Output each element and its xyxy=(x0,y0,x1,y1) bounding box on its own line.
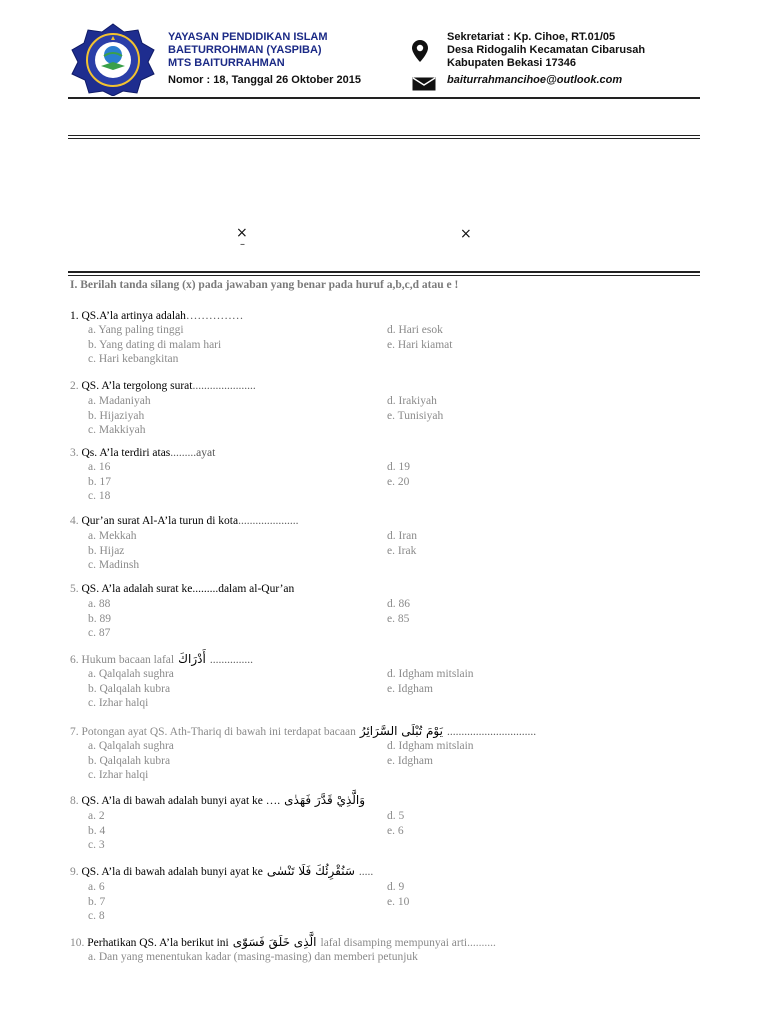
question-suffix: …………… xyxy=(185,310,244,322)
option-right[interactable]: d. Iran xyxy=(387,530,418,542)
option-left[interactable]: b. 89 xyxy=(88,612,111,625)
question-number: 2. xyxy=(70,380,82,392)
option-left[interactable]: b. Hijaz xyxy=(88,544,125,557)
question-suffix: ..................... xyxy=(238,515,299,527)
option-left[interactable]: b. Hijaziyah xyxy=(88,409,145,422)
dash-mark: – xyxy=(240,239,245,250)
question-suffix: .........ayat xyxy=(170,447,216,459)
decree-number: Nomor : 18, Tanggal 26 Oktober 2015 xyxy=(168,74,361,86)
arabic-verse: سَنُقْرِئُكَ فَلَا تَنْسٰى xyxy=(266,864,355,878)
question-8 xyxy=(70,793,369,809)
option-right[interactable]: e. 85 xyxy=(387,612,410,625)
location-pin-icon xyxy=(412,40,428,62)
question-suffix: ............................... xyxy=(446,726,537,738)
question-number: 6. xyxy=(70,654,82,666)
option-right[interactable]: d. Idgham mitslain xyxy=(387,740,474,752)
divider-section-line2 xyxy=(68,275,700,276)
question-text: Perhatikan QS. A’la berikut ini xyxy=(87,937,229,949)
option-left[interactable]: a. Mekkah xyxy=(88,530,137,542)
instruction-text: I. Berilah tanda silang (x) pada jawaban yang benar pada huruf a,b,c,d atau e ! xyxy=(70,279,459,291)
option-left[interactable]: a. Qalqalah sughra xyxy=(88,740,174,752)
question-number: 10. xyxy=(70,937,88,949)
divider-top-line2 xyxy=(68,138,700,139)
option-left[interactable]: a. 88 xyxy=(88,598,111,610)
option-right[interactable]: e. Tunisiyah xyxy=(387,409,444,422)
email-address: baiturrahmancihoe@outlook.com xyxy=(447,74,623,86)
option-left[interactable]: c. 8 xyxy=(88,910,105,922)
option-right[interactable]: d. Hari esok xyxy=(387,324,443,336)
option-left[interactable]: b. Qalqalah kubra xyxy=(88,754,171,767)
option-left[interactable]: b. 17 xyxy=(88,475,111,488)
question-suffix: ..... xyxy=(358,866,374,878)
question-text: Qur’an surat Al-A’la turun di kota xyxy=(81,515,239,527)
option-left[interactable]: c. 87 xyxy=(88,627,111,639)
question-number: 4. xyxy=(70,515,82,527)
option-right[interactable]: e. Irak xyxy=(387,544,417,557)
option-left[interactable]: a. Dan yang menentukan kadar (masing-masing) dan memberi petunjuk xyxy=(88,951,418,963)
divider-top-line1 xyxy=(68,135,700,136)
question-number: 8. xyxy=(70,795,82,807)
cross-mark-2: × xyxy=(460,226,472,242)
option-right[interactable]: d. 19 xyxy=(387,461,410,473)
question-suffix: ...................... xyxy=(192,380,256,392)
org-name-line2: BAETURROHMAN (YASPIBA) xyxy=(168,44,322,56)
option-left[interactable]: c. Hari kebangkitan xyxy=(88,353,179,365)
option-right[interactable]: e. Hari kiamat xyxy=(387,338,453,351)
option-right[interactable]: d. 86 xyxy=(387,598,410,610)
question-suffix: ............... xyxy=(209,654,253,666)
arabic-verse: وَالَّذِيْ قَدَّرَ فَهَدٰى xyxy=(284,793,366,807)
address-line1: Sekretariat : Kp. Cihoe, RT.01/05 xyxy=(447,31,616,43)
option-right[interactable]: d. Idgham mitslain xyxy=(387,668,474,680)
option-right[interactable]: e. 20 xyxy=(387,475,410,488)
option-right[interactable]: d. 9 xyxy=(387,881,405,893)
question-10 xyxy=(70,935,496,951)
option-left[interactable]: c. Izhar halqi xyxy=(88,769,149,781)
question-2 xyxy=(70,379,256,394)
option-left[interactable]: a. 2 xyxy=(88,810,105,822)
question-3 xyxy=(70,446,215,461)
option-left[interactable]: a. Qalqalah sughra xyxy=(88,668,174,680)
question-number: 1. xyxy=(70,310,82,322)
question-1 xyxy=(70,309,243,324)
question-text: QS. A’la di bawah adalah bunyi ayat ke …. xyxy=(81,795,281,807)
org-name-line3: MTS BAITURRAHMAN xyxy=(168,57,285,69)
header-rule xyxy=(68,97,700,99)
question-text: Hukum bacaan lafal xyxy=(81,654,175,666)
option-left[interactable]: b. Qalqalah kubra xyxy=(88,682,171,695)
question-7 xyxy=(70,724,536,740)
address-line2: Desa Ridogalih Kecamatan Cibarusah xyxy=(447,44,646,56)
question-text: QS.A’la artinya adalah xyxy=(81,310,186,322)
option-left[interactable]: a. Madaniyah xyxy=(88,395,151,407)
question-text: Qs. A’la terdiri atas xyxy=(81,447,171,459)
option-left[interactable]: c. 18 xyxy=(88,490,111,502)
option-left[interactable]: a. 6 xyxy=(88,881,105,893)
cross-mark-1: × xyxy=(236,225,248,241)
option-left[interactable]: c. Makkiyah xyxy=(88,424,146,436)
question-number: 9. xyxy=(70,866,82,878)
option-right[interactable]: e. Idgham xyxy=(387,754,433,767)
option-left[interactable]: a. Yang paling tinggi xyxy=(88,324,184,336)
divider-section-line1 xyxy=(68,271,700,273)
option-right[interactable]: e. 10 xyxy=(387,895,410,908)
envelope-icon xyxy=(412,77,436,91)
question-text: QS. A’la tergolong surat xyxy=(81,380,193,392)
arabic-verse: الَّذِى خَلَقَ فَسَوّٰى xyxy=(232,935,317,949)
question-number: 5. xyxy=(70,583,82,595)
address-line3: Kabupaten Bekasi 17346 xyxy=(447,57,577,69)
question-6 xyxy=(70,652,253,668)
question-suffix: lafal disamping mempunyai arti.......... xyxy=(320,937,496,949)
question-text: Potongan ayat QS. Ath-Thariq di bawah ini terdapat bacaan xyxy=(81,726,356,738)
question-number: 3. xyxy=(70,447,82,459)
option-left[interactable]: b. 4 xyxy=(88,824,106,837)
option-left[interactable]: c. Madinsh xyxy=(88,559,140,571)
question-number: 7. xyxy=(70,726,82,738)
option-right[interactable]: d. Irakiyah xyxy=(387,395,437,407)
option-right[interactable]: d. 5 xyxy=(387,810,405,822)
option-left[interactable]: b. Yang dating di malam hari xyxy=(88,338,222,351)
arabic-verse: يَوْمَ تُبْلَى السَّرَائِرُ xyxy=(359,724,443,738)
option-left[interactable]: b. 7 xyxy=(88,895,106,908)
letterhead xyxy=(0,0,768,100)
school-logo-icon xyxy=(68,22,158,96)
option-right[interactable]: e. Idgham xyxy=(387,682,433,695)
option-left[interactable]: c. 3 xyxy=(88,839,105,851)
question-text: QS. A’la adalah surat ke.........dalam al-Qur’an xyxy=(81,583,295,595)
question-5 xyxy=(70,582,294,597)
question-text: QS. A’la di bawah adalah bunyi ayat ke xyxy=(81,866,263,878)
option-left[interactable]: a. 16 xyxy=(88,461,111,473)
option-left[interactable]: c. Izhar halqi xyxy=(88,697,149,709)
option-right[interactable]: e. 6 xyxy=(387,824,404,837)
question-9 xyxy=(70,864,373,880)
question-4 xyxy=(70,514,298,529)
org-name-line1: YAYASAN PENDIDIKAN ISLAM xyxy=(168,31,328,43)
arabic-verse: أَدْرَاكَ xyxy=(178,652,206,666)
